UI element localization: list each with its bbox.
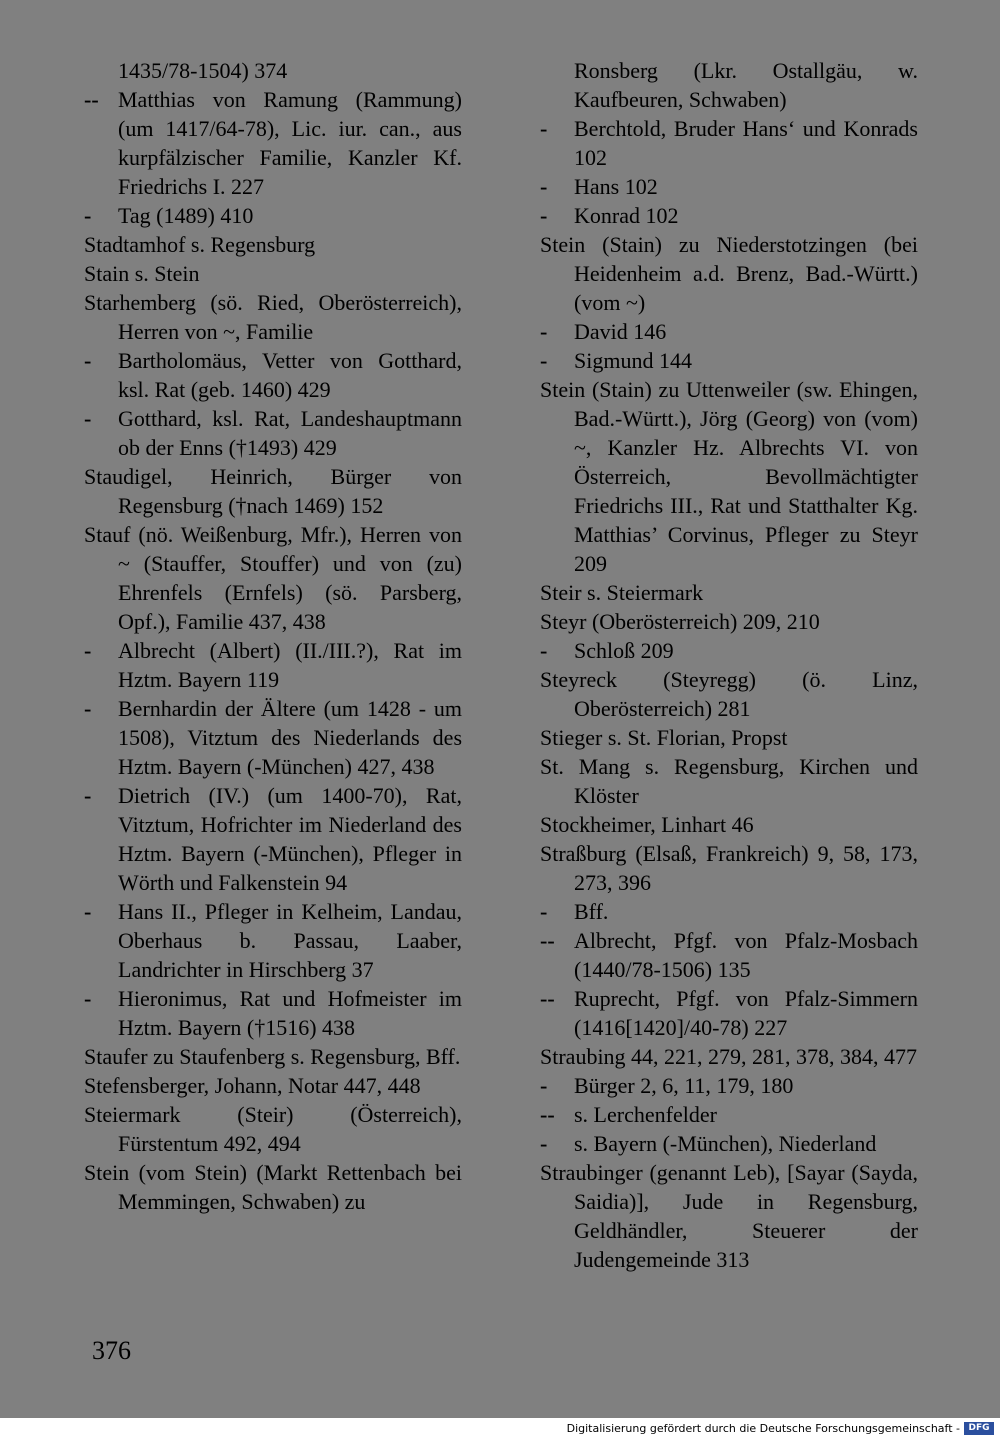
footer-text: Digitalisierung gefördert durch die Deutsche Forschungsgemeinschaft -	[566, 1422, 960, 1435]
index-entry: Stadtamhof s. Regensburg	[84, 232, 316, 257]
digitization-footer	[0, 1418, 1000, 1439]
index-entry: -- s. Lerchenfelder	[540, 1102, 717, 1127]
index-entry: - Sigmund 144	[540, 348, 692, 373]
index-entry: - Berchtold, Bruder Hans‘ und Konrads 102	[540, 116, 918, 170]
index-entry: Stockheimer, Linhart 46	[540, 812, 754, 837]
index-entry: Steyreck (Steyregg) (ö. Linz, Oberösterreich) 281	[540, 667, 918, 721]
index-entry: Stauf (nö. Weißenburg, Mfr.), Herren von ~ (Stauffer, Stouffer) und von (zu) Ehrenfels (Ernfels) (sö. Parsberg, Opf.), Familie 437, 438	[84, 522, 462, 634]
index-entry: - Hans II., Pfleger in Kelheim, Landau, Oberhaus b. Passau, Laaber, Landrichter in Hirschberg 37	[84, 899, 462, 982]
index-entry: - Schloß 209	[540, 638, 674, 663]
index-entry: Staufer zu Staufenberg s. Regensburg, Bff.	[84, 1044, 461, 1069]
index-entry: - Bartholomäus, Vetter von Gotthard, ksl. Rat (geb. 1460) 429	[84, 348, 462, 402]
index-entry: - Hieronimus, Rat und Hofmeister im Hztm. Bayern (†1516) 438	[84, 986, 462, 1040]
index-entry: Straßburg (Elsaß, Frankreich) 9, 58, 173, 273, 396	[540, 841, 918, 895]
index-entry: Stieger s. St. Florian, Propst	[540, 725, 788, 750]
index-entry: Ronsberg (Lkr. Ostallgäu, w. Kaufbeuren, Schwaben)	[574, 58, 918, 112]
index-entry: - Albrecht (Albert) (II./III.?), Rat im Hztm. Bayern 119	[84, 638, 462, 692]
index-entry: - Gotthard, ksl. Rat, Landeshauptmann ob der Enns (†1493) 429	[84, 406, 462, 460]
index-column-right	[540, 56, 918, 1274]
index-entry: Stefensberger, Johann, Notar 447, 448	[84, 1073, 421, 1098]
index-entry: Starhemberg (sö. Ried, Oberösterreich), Herren von ~, Familie	[84, 290, 462, 344]
dfg-logo: DFG	[964, 1422, 994, 1435]
index-entry: - s. Bayern (-München), Niederland	[540, 1131, 877, 1156]
index-column-left	[84, 56, 462, 1216]
index-entry: Straubinger (genannt Leb), [Sayar (Sayda, Saidia)], Jude in Regensburg, Geldhändler, Steuerer der Judengemeinde 313	[540, 1160, 918, 1272]
index-entry: Stein (Stain) zu Niederstotzingen (bei Heidenheim a.d. Brenz, Bad.-Württ.) (vom ~)	[540, 232, 918, 315]
index-entry: Steiermark (Steir) (Österreich), Fürstentum 492, 494	[84, 1102, 462, 1156]
index-entry: - David 146	[540, 319, 667, 344]
index-entry: - Hans 102	[540, 174, 658, 199]
index-entry: St. Mang s. Regensburg, Kirchen und Klöster	[540, 754, 918, 808]
index-entry: - Bernhardin der Ältere (um 1428 - um 1508), Vitztum des Niederlands des Hztm. Bayern (-München) 427, 438	[84, 696, 462, 779]
index-entry: - Bürger 2, 6, 11, 179, 180	[540, 1073, 794, 1098]
index-entry: Stein (vom Stein) (Markt Rettenbach bei Memmingen, Schwaben) zu	[84, 1160, 462, 1214]
index-entry: - Tag (1489) 410	[84, 203, 254, 228]
page-number: 376	[92, 1336, 131, 1365]
index-entry: -- Matthias von Ramung (Rammung) (um 1417/64-78), Lic. iur. can., aus kurpfälzischer Familie, Kanzler Kf. Friedrichs I. 227	[84, 87, 462, 199]
index-entry: Staudigel, Heinrich, Bürger von Regensburg (†nach 1469) 152	[84, 464, 462, 518]
index-entry: Steir s. Steiermark	[540, 580, 704, 605]
index-entry: -- Ruprecht, Pfgf. von Pfalz-Simmern (1416[1420]/40-78) 227	[540, 986, 918, 1040]
index-entry: - Konrad 102	[540, 203, 679, 228]
index-entry: - Bff.	[540, 899, 609, 924]
index-entry: Straubing 44, 221, 279, 281, 378, 384, 477	[540, 1044, 918, 1069]
index-entry: Stein (Stain) zu Uttenweiler (sw. Ehingen, Bad.-Württ.), Jörg (Georg) von (vom) ~, Kanzler Hz. Albrechts VI. von Österreich, Bevollmächtigter Friedrichs III., Rat und Statthalter Kg. Matthias’ Corvinus, Pfleger zu Steyr 209	[540, 377, 918, 576]
index-entry: - Dietrich (IV.) (um 1400-70), Rat, Vitztum, Hofrichter im Niederland des Hztm. Bayern (-München), Pfleger in Wörth und Falkenstein 94	[84, 783, 462, 895]
index-entry: Stain s. Stein	[84, 261, 200, 286]
index-entry: -- Albrecht, Pfgf. von Pfalz-Mosbach (1440/78-1506) 135	[540, 928, 918, 982]
index-entry: 1435/78-1504) 374	[118, 58, 288, 83]
index-entry: Steyr (Oberösterreich) 209, 210	[540, 609, 820, 634]
